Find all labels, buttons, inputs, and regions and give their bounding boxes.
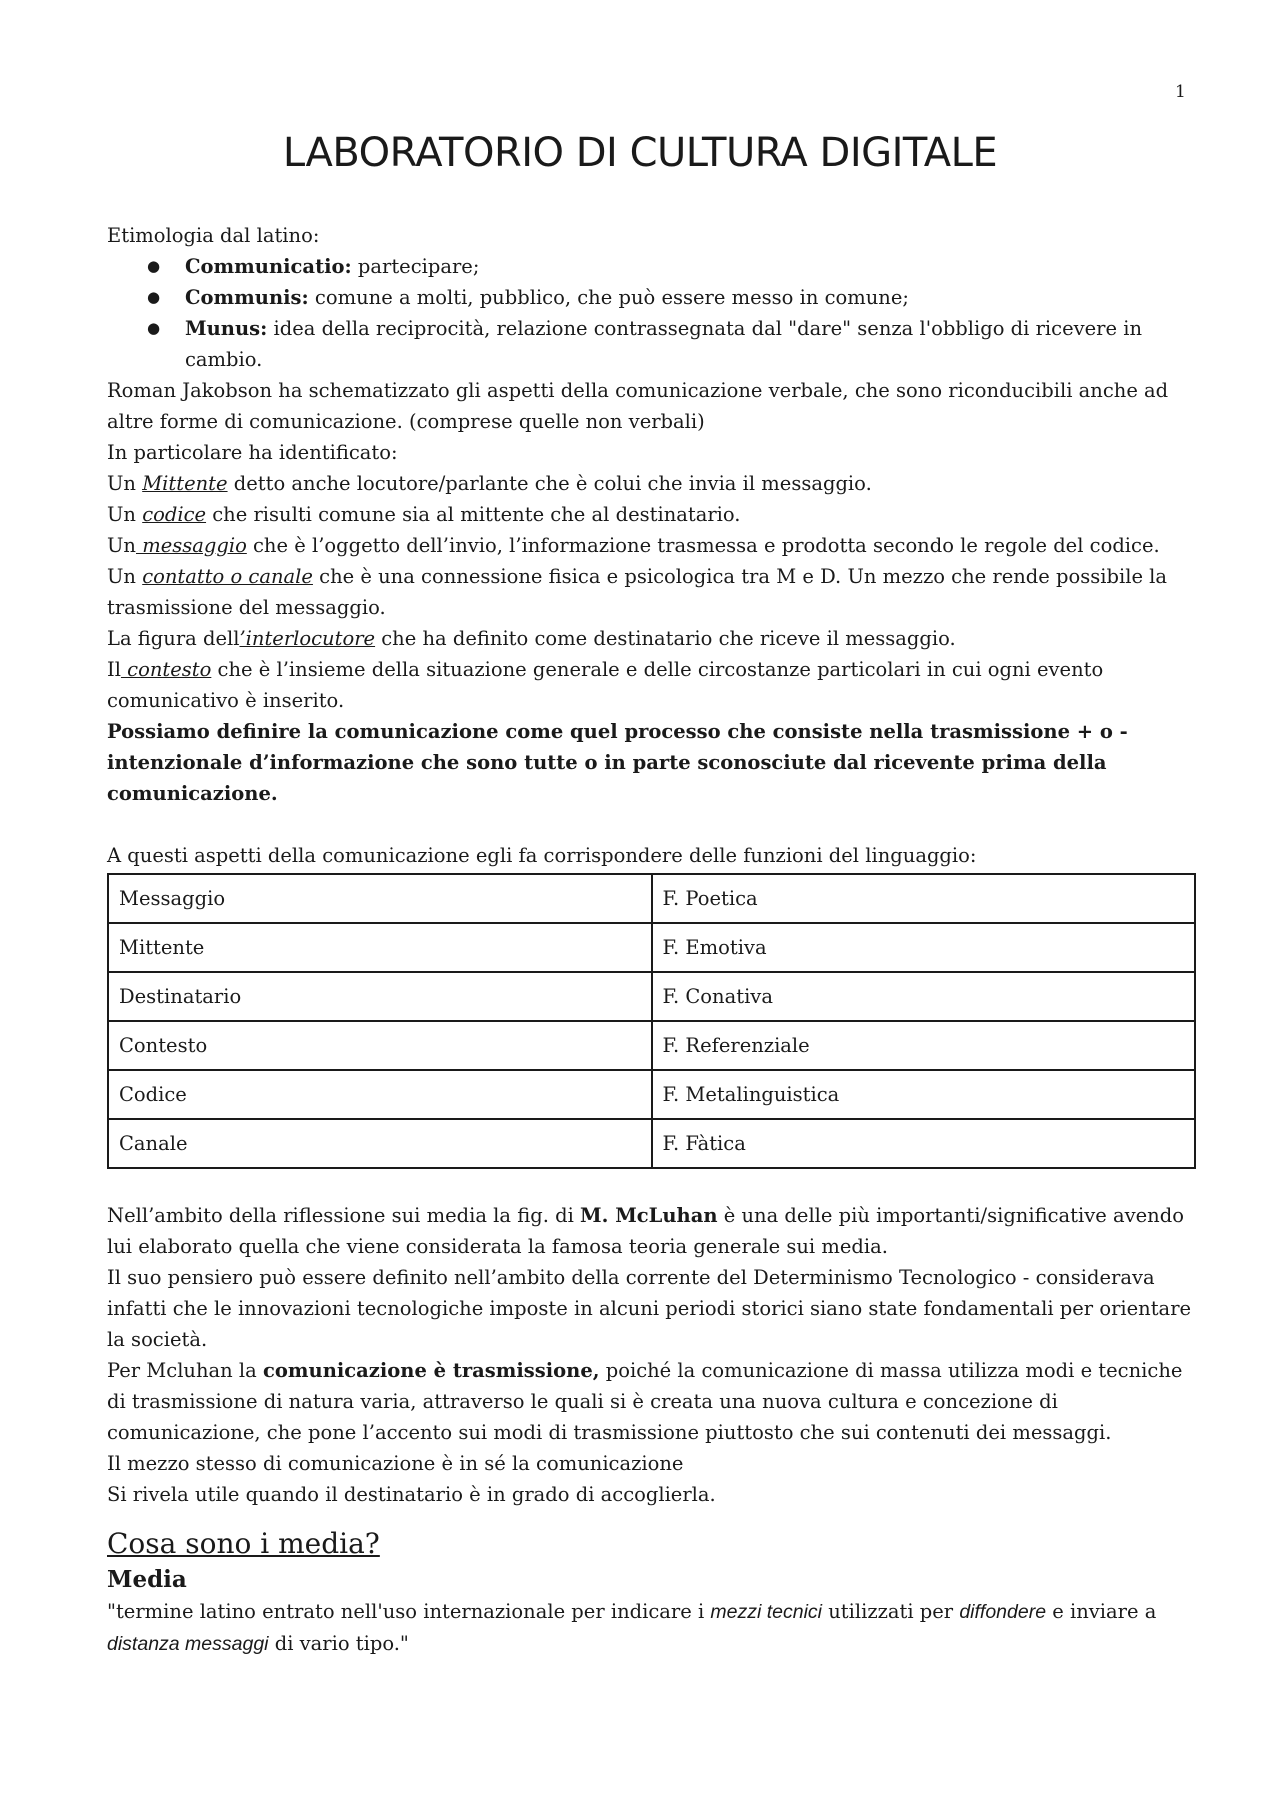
element-term: contatto o canale: [142, 565, 313, 588]
element-interlocutore: [107, 623, 1197, 654]
sub-heading: Media: [107, 1566, 187, 1593]
table-row: [108, 1070, 1195, 1119]
text-run: e inviare a: [1046, 1600, 1157, 1623]
emphasis: diffondere: [959, 1601, 1047, 1623]
aspect-cell: Codice: [108, 1070, 652, 1119]
function-cell: F. Metalinguistica: [652, 1070, 1196, 1119]
spacer: [107, 809, 1197, 840]
element-prefix: La figura dell: [107, 627, 240, 650]
element-prefix: Un: [107, 503, 143, 526]
element-prefix: Il: [107, 658, 121, 681]
etymology-term: Communicatio:: [185, 255, 352, 278]
section-heading: Cosa sono i media?: [107, 1527, 380, 1560]
bullet-icon: ●: [147, 288, 161, 306]
mcluhan-name: M. McLuhan: [580, 1204, 718, 1227]
spacer: [107, 1169, 1197, 1200]
element-contesto: [107, 654, 1197, 716]
element-prefix: Un: [107, 565, 143, 588]
element-description: che è una connessione fisica e psicologica tra M e D. Un mezzo che rende possibile la trasmissione del messaggio.: [107, 565, 1168, 619]
table-row: [108, 923, 1195, 972]
table-row: [108, 874, 1195, 923]
text-run: è una delle più importanti/significative avendo lui elaborato quella che viene considerata la famosa teoria generale sui media.: [107, 1204, 1184, 1258]
mcluhan-paragraph-5: Si rivela utile quando il destinatario è in grado di accoglierla.: [107, 1483, 716, 1506]
text-run: poiché la comunicazione di massa utilizza modi e tecniche di trasmissione di natura varia, attraverso le quali si è creata una nuova cultura e concezione di comunicazione, che pone l’accento sui modi di trasmissione piuttosto che sui contenuti dei messaggi.: [107, 1359, 1183, 1444]
text-run: Per Mcluhan la: [107, 1359, 263, 1382]
list-item: [147, 282, 1197, 313]
element-description: detto anche locutore/parlante che è colui che invia il messaggio.: [227, 472, 872, 495]
functions-intro: A questi aspetti della comunicazione egli fa corrispondere delle funzioni del linguaggio:: [107, 844, 977, 867]
document-body: [107, 220, 1197, 1660]
etymology-intro: Etimologia dal latino:: [107, 224, 320, 247]
element-term: codice: [142, 503, 207, 526]
function-cell: F. Poetica: [652, 874, 1196, 923]
list-item: [147, 313, 1197, 375]
element-description: che è l’oggetto dell’invio, l’informazione trasmessa e prodotta secondo le regole del codice.: [246, 534, 1160, 557]
etymology-list: [107, 251, 1197, 375]
aspect-cell: Messaggio: [108, 874, 652, 923]
aspect-cell: Mittente: [108, 923, 652, 972]
communication-definition: Possiamo definire la comunicazione come quel processo che consiste nella trasmissione + o - intenzionale d’informazione che sono tutte o in parte sconosciute dal ricevente prima della comunicazione.: [107, 720, 1128, 805]
bullet-icon: ●: [147, 319, 161, 337]
page-number: 1: [1175, 82, 1186, 102]
element-codice: [107, 499, 1197, 530]
element-prefix: Un: [107, 534, 136, 557]
aspect-cell: Contesto: [108, 1021, 652, 1070]
etymology-text: idea della reciprocità, relazione contrassegnata dal "dare" senza l'obbligo di ricevere in cambio.: [185, 317, 1143, 371]
function-cell: F. Emotiva: [652, 923, 1196, 972]
function-cell: F. Conativa: [652, 972, 1196, 1021]
etymology-text: comune a molti, pubblico, che può essere messo in comune;: [308, 286, 909, 309]
mcluhan-paragraph-4: Il mezzo stesso di comunicazione è in sé la comunicazione: [107, 1452, 684, 1475]
jakobson-intro: In particolare ha identificato:: [107, 441, 398, 464]
bullet-icon: ●: [147, 257, 161, 275]
emphasis: mezzi tecnici: [710, 1601, 823, 1623]
element-term: ’interlocutore: [239, 627, 376, 650]
aspect-cell: Canale: [108, 1119, 652, 1168]
function-cell: F. Fàtica: [652, 1119, 1196, 1168]
element-description: che è l’insieme della situazione generale e delle circostanze particolari in cui ogni evento comunicativo è inserito.: [107, 658, 1104, 712]
element-messaggio: [107, 530, 1197, 561]
element-mittente: [107, 468, 1197, 499]
element-prefix: Un: [107, 472, 143, 495]
element-term: contesto: [120, 658, 212, 681]
aspect-cell: Destinatario: [108, 972, 652, 1021]
list-item: [147, 251, 1197, 282]
text-run: Nell’ambito della riflessione sui media la fig. di: [107, 1204, 581, 1227]
element-description: che risulti comune sia al mittente che al destinatario.: [206, 503, 741, 526]
page-title: LABORATORIO DI CULTURA DIGITALE: [282, 130, 998, 176]
element-term: messaggio: [136, 534, 247, 557]
mcluhan-paragraph-1: [107, 1200, 1197, 1262]
etymology-term: Communis:: [185, 286, 309, 309]
mcluhan-paragraph-3: [107, 1355, 1197, 1448]
element-canale: [107, 561, 1197, 623]
table-row: [108, 972, 1195, 1021]
mcluhan-key-phrase: comunicazione è trasmissione,: [263, 1359, 600, 1382]
table-row: [108, 1021, 1195, 1070]
table-row: [108, 1119, 1195, 1168]
emphasis: distanza messaggi: [107, 1633, 269, 1655]
element-description: che ha definito come destinatario che riceve il messaggio.: [375, 627, 956, 650]
etymology-text: partecipare;: [351, 255, 480, 278]
text-run: "termine latino entrato nell'uso internazionale per indicare i: [107, 1600, 711, 1623]
jakobson-paragraph: Roman Jakobson ha schematizzato gli aspetti della comunicazione verbale, che sono riconducibili anche ad altre forme di comunicazione. (comprese quelle non verbali): [107, 379, 1169, 433]
function-cell: F. Referenziale: [652, 1021, 1196, 1070]
text-run: di vario tipo.": [268, 1632, 409, 1655]
mcluhan-paragraph-2: Il suo pensiero può essere definito nell’ambito della corrente del Determinismo Tecnologico - considerava infatti che le innovazioni tecnologiche imposte in alcuni periodi storici siano state fondamentali per orientare la società.: [107, 1266, 1192, 1351]
functions-table: [107, 873, 1196, 1169]
etymology-term: Munus:: [185, 317, 268, 340]
text-run: utilizzati per: [822, 1600, 960, 1623]
media-definition: [107, 1596, 1197, 1660]
element-term: Mittente: [142, 472, 228, 495]
